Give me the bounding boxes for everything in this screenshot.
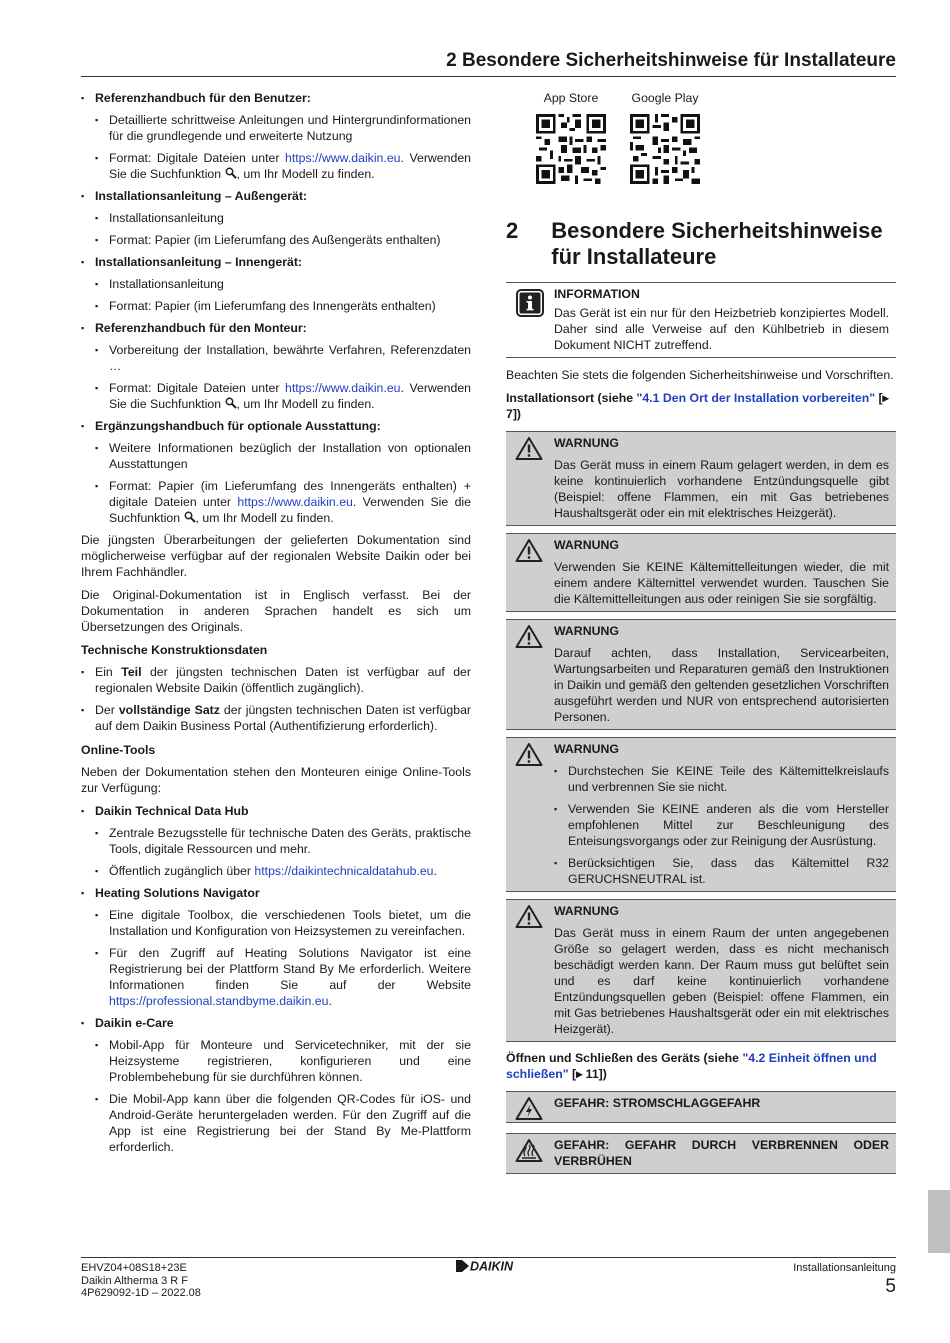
- page-header-title: 2 Besondere Sicherheitshinweise für Installateure: [446, 50, 896, 71]
- inst-indoor-title: Installationsanleitung – Innengerät:: [95, 255, 303, 269]
- standbyme-link[interactable]: https://professional.standbyme.daikin.eu: [109, 994, 329, 1008]
- hot-surface-icon: [515, 1138, 543, 1163]
- chapter-tab-marker: [928, 1190, 950, 1253]
- footer-document-number: 4P629092-1D – 2022.08: [81, 1287, 201, 1299]
- list-item: ▪ Zentrale Bezugsstelle für technische Daten des Geräts, praktische Tools, digitale Ressourcen und mehr.: [95, 825, 471, 857]
- warning-box: [506, 899, 896, 1042]
- list-item: ▪ Für den Zugriff auf Heating Solutions Navigator ist eine Registrierung bei der Plattform Stand By Me erforderlich. Weitere Informationen finden Sie auf der Website https://professional.standbyme.daikin.eu.: [95, 945, 471, 1009]
- footer-model-code: EHVZ04+08S18+23E: [81, 1262, 187, 1274]
- warning-box: [506, 737, 896, 892]
- footer-manual-name: Installationsanleitung: [793, 1262, 896, 1274]
- googleplay-qr-block: [630, 90, 700, 184]
- list-item: ▪ Der vollständige Satz der jüngsten technischen Daten ist verfügbar auf dem Daikin Business Portal (Authentifizierung erforderlich).: [81, 702, 471, 734]
- warning-title: WARNUNG: [554, 436, 619, 450]
- warning-icon: [515, 904, 543, 929]
- left-column: [81, 90, 471, 1161]
- danger-burn-text: GEFAHR: GEFAHR DURCH VERBRENNEN ODER VERBRÜHEN: [554, 1138, 889, 1168]
- footer-left: [81, 1262, 201, 1300]
- daikin-link[interactable]: https://www.daikin.eu: [284, 151, 401, 165]
- warning-box: [506, 619, 896, 730]
- location-section-link[interactable]: "4.1 Den Ort der Installation vorbereiten": [636, 391, 876, 405]
- right-column: [506, 90, 896, 1184]
- information-icon: [516, 289, 544, 317]
- list-item: ▪ Weitere Informationen bezüglich der Installation von optionalen Ausstattungen: [95, 440, 471, 472]
- warning-text: Das Gerät muss in einem Raum der unten angegebenen Größe so gelagert werden, dass es nicht mechanisch beschädigt werden kann. Der Raum muss gut belüftet sein und es darf keine kontinuierlich vorhandene Entzündungsquellen geben (Beispiel: offene Flammen, ein mit Gas betriebenes Haushaltsgerät oder ein mit elektrisches Heizgerät).: [554, 926, 889, 1036]
- danger-electric-text: GEFAHR: STROMSCHLAGGEFAHR: [554, 1096, 761, 1110]
- data-hub-title: Daikin Technical Data Hub: [95, 804, 249, 818]
- list-item: ▪ Öffentlich zugänglich über https://daikintechnicaldatahub.eu.: [95, 863, 471, 879]
- warning-title: WARNUNG: [554, 538, 619, 552]
- inst-outdoor-title: Installationsanleitung – Außengerät:: [95, 189, 308, 203]
- list-item: ▪ Verwenden Sie KEINE anderen als die vom Hersteller empfohlenen Mittel zur Beschleunigung des Enteisungsvorgangs oder zur Reinigung der Ausrüstung.: [554, 801, 889, 849]
- list-item: [81, 90, 471, 182]
- appstore-qr-code[interactable]: [536, 114, 606, 184]
- warning-icon: [515, 538, 543, 563]
- daikin-link[interactable]: https://www.daikin.eu: [284, 381, 401, 395]
- hsn-title: Heating Solutions Navigator: [95, 886, 260, 900]
- list-item: ▪ Vorbereitung der Installation, bewährte Verfahren, Referenzdaten …: [95, 342, 471, 374]
- list-item: [81, 885, 471, 1009]
- footer-divider: [81, 1257, 896, 1258]
- information-text: Das Gerät ist ein nur für den Heizbetrieb konzipiertes Modell. Daher sind alle Verweise auf den Kühlbetrieb in diesem Dokument NICHT zutreffend.: [554, 306, 889, 352]
- warning-title: WARNUNG: [554, 742, 619, 756]
- header-divider: [81, 76, 896, 77]
- information-box: [506, 282, 896, 358]
- warning-text: Verwenden Sie KEINE Kältemittelleitungen wieder, die mit einem andere Kältemittel verwendet wurden. Tauschen Sie die Kältemittelleitungen aus oder reinigen Sie sie sorgfältig.: [554, 560, 889, 606]
- original-language-paragraph: Die Original-Dokumentation ist in Englisch verfasst. Bei der Dokumentation in anderen Sprachen handelt es sich um Übersetzungen des Originals.: [81, 588, 471, 634]
- ecare-title: Daikin e-Care: [95, 1016, 174, 1030]
- addendum-title: Ergänzungshandbuch für optionale Ausstattung:: [95, 419, 381, 433]
- footer-product-name: Daikin Altherma 3 R F: [81, 1274, 188, 1287]
- qr-code-row: [536, 90, 896, 184]
- list-item: ▪ Berücksichtigen Sie, dass das Kältemittel R32 GERUCHSNEUTRAL ist.: [554, 855, 889, 887]
- section-title: Besondere Sicherheitshinweise für Installateure: [551, 218, 883, 269]
- list-item: ▪ Format: Papier (im Lieferumfang des Innengeräts enthalten) + digitale Dateien unter https://www.daikin.eu. Verwenden Sie die Suchfunktion , um Ihr Modell zu finden.: [95, 478, 471, 526]
- list-item: [81, 320, 471, 412]
- list-item: ▪ Mobil-App für Monteure und Servicetechniker, mit der sie Heizsysteme registrieren, konfigurieren und eine Problembehebung für sie durchführen können.: [95, 1037, 471, 1085]
- googleplay-qr-code[interactable]: [630, 114, 700, 184]
- list-item: ▪ Format: Papier (im Lieferumfang des Innengeräts enthalten): [95, 298, 471, 314]
- daikin-logo-wordmark: DAIKIN: [470, 1259, 514, 1273]
- revisions-paragraph: Die jüngsten Überarbeitungen der gelieferten Dokumentation sind möglicherweise verfügbar auf der regionalen Website Daikin oder bei Ihrem Fachhändler.: [81, 533, 471, 579]
- daikin-logo: [456, 1259, 522, 1273]
- information-title: INFORMATION: [554, 287, 640, 301]
- search-icon: [184, 511, 196, 523]
- warning-box: [506, 533, 896, 612]
- list-item: ▪ Installationsanleitung: [95, 276, 471, 292]
- list-item: ▪ Die Mobil-App kann über die folgenden QR-Codes für iOS- und Android-Geräte heruntergeladen werden. Für den Zugriff auf die App ist eine Registrierung bei der Stand By Me-Plattform erforderlich.: [95, 1091, 471, 1155]
- open-close-heading: Öffnen und Schließen des Geräts (siehe "4.2 Einheit öffnen und schließen" [▸ 11]): [506, 1051, 877, 1081]
- warning-text: Darauf achten, dass Installation, Servicearbeiten, Wartungsarbeiten und Reparaturen gemäß den Instruktionen in Daikin und gemäß den geltenden gesetzlichen Vorschriften ausgeführt werden und NUR von entsprechend autorisierten Personen.: [554, 646, 889, 724]
- list-item: ▪ Eine digitale Toolbox, die verschiedenen Tools bietet, um die Installation und Konfiguration von Heizsystemen zu vereinfachen.: [95, 907, 471, 939]
- data-hub-link[interactable]: https://daikintechnicaldatahub.eu: [254, 864, 434, 878]
- danger-box-electric: [506, 1091, 896, 1123]
- warning-box: [506, 431, 896, 526]
- list-item: [81, 1015, 471, 1155]
- online-tools-intro: Neben der Dokumentation stehen den Monteuren einige Online-Tools zur Verfügung:: [81, 765, 471, 795]
- list-item: ▪ Durchstechen Sie KEINE Teile des Kältemittelkreislaufs und verbrennen Sie sie nicht.: [554, 763, 889, 795]
- appstore-label: App Store: [543, 91, 599, 105]
- warning-title: WARNUNG: [554, 624, 619, 638]
- list-item: ▪ Format: Digitale Dateien unter https://www.daikin.eu. Verwenden Sie die Suchfunktion , um Ihr Modell zu finden.: [95, 380, 471, 412]
- warning-text: Das Gerät muss in einem Raum gelagert werden, in dem es keine kontinuierlich vorhandene Entzündungsquelle gibt (Beispiel: offene Flammen, ein mit Gas betriebenes Haushaltsgerät oder ein mit elektrisches Heizgerät).: [554, 458, 889, 520]
- warning-icon: [515, 436, 543, 461]
- list-item: ▪ Ein Teil der jüngsten technischen Daten ist verfügbar auf der regionalen Website Daikin (öffentlich zugänglich).: [81, 664, 471, 696]
- search-icon: [225, 397, 237, 409]
- list-item: ▪ Detaillierte schrittweise Anleitungen und Hintergrundinformationen für die grundlegende und erweiterte Nutzung: [95, 112, 471, 144]
- list-item: [81, 418, 471, 526]
- list-item: [81, 803, 471, 879]
- search-icon: [225, 167, 237, 179]
- open-close-section-link[interactable]: "4.2 Einheit öffnen und schließen": [506, 1051, 877, 1081]
- daikin-link[interactable]: https://www.daikin.eu: [237, 495, 353, 509]
- section-number: 2: [506, 218, 519, 243]
- tech-data-heading: Technische Konstruktionsdaten: [81, 643, 268, 657]
- safety-intro: Beachten Sie stets die folgenden Sicherheitshinweise und Vorschriften.: [506, 368, 894, 382]
- list-item: ▪ Format: Papier (im Lieferumfang des Außengeräts enthalten): [95, 232, 471, 248]
- appstore-qr-block: [536, 90, 606, 184]
- list-item: [81, 254, 471, 314]
- googleplay-label: Google Play: [631, 91, 699, 105]
- section-heading: [506, 218, 896, 270]
- location-heading: Installationsort (siehe "4.1 Den Ort der Installation vorbereiten" [▸ 7]): [506, 391, 889, 421]
- danger-box-burn: [506, 1133, 896, 1174]
- ref-installer-title: Referenzhandbuch für den Monteur:: [95, 321, 307, 335]
- list-item: ▪ Installationsanleitung: [95, 210, 471, 226]
- list-item: ▪ Format: Digitale Dateien unter https://www.daikin.eu. Verwenden Sie die Suchfunktion , um Ihr Modell zu finden.: [95, 150, 471, 182]
- warning-icon: [515, 742, 543, 767]
- electric-hazard-icon: [515, 1096, 543, 1121]
- list-item: [81, 188, 471, 248]
- page-number: 5: [885, 1276, 896, 1297]
- warning-icon: [515, 624, 543, 649]
- online-tools-heading: Online-Tools: [81, 743, 156, 757]
- ref-user-title: Referenzhandbuch für den Benutzer:: [95, 91, 311, 105]
- warning-title: WARNUNG: [554, 904, 619, 918]
